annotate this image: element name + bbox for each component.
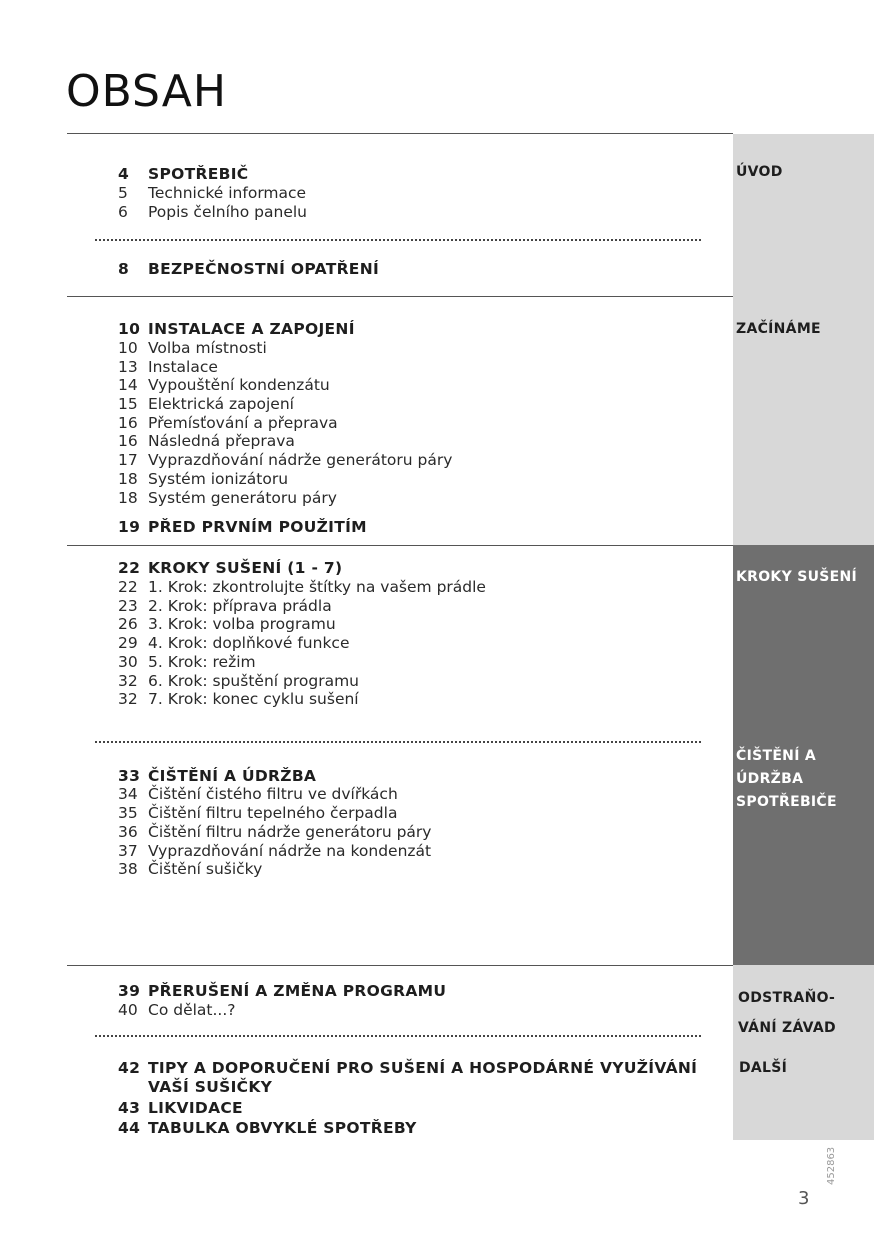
toc-page: 36 xyxy=(118,823,138,841)
toc-text: Vypouštění kondenzátu xyxy=(148,376,330,394)
toc-entry[interactable] xyxy=(118,860,718,879)
toc-entry-likvidace[interactable] xyxy=(118,1099,718,1118)
side-label-uvod: ÚVOD xyxy=(736,164,783,180)
toc-page: 42 xyxy=(118,1059,141,1077)
toc-page: 16 xyxy=(118,432,138,450)
toc-page: 44 xyxy=(118,1119,141,1137)
toc-page: 37 xyxy=(118,842,138,860)
toc-page: 18 xyxy=(118,470,138,488)
toc-page: 8 xyxy=(118,260,130,278)
toc-entry-instalace[interactable] xyxy=(118,320,718,339)
toc-page: 22 xyxy=(118,559,141,577)
section-divider xyxy=(67,545,733,546)
toc-text: BEZPEČNOSTNÍ OPATŘENÍ xyxy=(148,260,380,278)
toc-text: Vyprazdňování nádrže generátoru páry xyxy=(148,451,453,469)
toc-text: Čištění čistého filtru ve dvířkách xyxy=(148,785,398,803)
toc-entry[interactable] xyxy=(118,451,718,470)
toc-entry[interactable] xyxy=(118,823,718,842)
toc-page: 17 xyxy=(118,451,138,469)
toc-page: 35 xyxy=(118,804,138,822)
toc-entry-spotrebic[interactable] xyxy=(118,165,718,184)
toc-page: 34 xyxy=(118,785,138,803)
toc-text: 3. Krok: volba programu xyxy=(148,615,336,633)
dotted-separator xyxy=(95,1035,701,1037)
toc-text: ČIŠTĚNÍ A ÚDRŽBA xyxy=(148,767,317,785)
toc-entry[interactable] xyxy=(118,785,718,804)
dotted-separator xyxy=(95,239,701,241)
toc-page: 15 xyxy=(118,395,138,413)
toc-page: 13 xyxy=(118,358,138,376)
side-label-kroky-suseni: KROKY SUŠENÍ xyxy=(736,569,858,585)
toc-page: 16 xyxy=(118,414,138,432)
toc-text: Následná přeprava xyxy=(148,432,295,450)
toc-entry-pred-pouzitim[interactable] xyxy=(118,518,718,537)
toc-text: Čištění filtru nádrže generátoru páry xyxy=(148,823,432,841)
toc-entry-tipy[interactable] xyxy=(118,1059,718,1096)
toc-text: 4. Krok: doplňkové funkce xyxy=(148,634,350,652)
toc-entry[interactable] xyxy=(118,804,718,823)
section-divider xyxy=(67,133,733,134)
toc-page: 39 xyxy=(118,982,141,1000)
toc-entry[interactable] xyxy=(118,432,718,451)
toc-text: Popis čelního panelu xyxy=(148,203,307,221)
toc-page: 14 xyxy=(118,376,138,394)
toc-entry[interactable] xyxy=(118,184,718,203)
toc-page: 32 xyxy=(118,672,138,690)
toc-text: 1. Krok: zkontrolujte štítky na vašem prádle xyxy=(148,578,486,596)
side-label-zaciname: ZAČÍNÁME xyxy=(736,321,821,337)
toc-text: Instalace xyxy=(148,358,218,376)
side-label-odstranovani xyxy=(738,983,874,1043)
toc-page: 33 xyxy=(118,767,141,785)
page-title: OBSAH xyxy=(66,66,227,117)
toc-page: 4 xyxy=(118,165,130,183)
toc-page: 40 xyxy=(118,1001,138,1019)
toc-text: Přemísťování a přeprava xyxy=(148,414,338,432)
toc-entry[interactable] xyxy=(118,578,718,597)
toc-entry[interactable] xyxy=(118,634,718,653)
side-label-line: ODSTRAŇO- xyxy=(738,990,836,1006)
side-label-line: SPOTŘEBIČE xyxy=(736,794,837,810)
toc-page: 38 xyxy=(118,860,138,878)
toc-text: Co dělat...? xyxy=(148,1001,236,1019)
toc-page: 30 xyxy=(118,653,138,671)
toc-page: 23 xyxy=(118,597,138,615)
page-number: 3 xyxy=(798,1188,810,1209)
toc-entry[interactable] xyxy=(118,395,718,414)
toc-text: TABULKA OBVYKLÉ SPOTŘEBY xyxy=(148,1119,417,1137)
toc-page: 6 xyxy=(118,203,128,221)
toc-entry-kroky-suseni[interactable] xyxy=(118,559,718,578)
toc-page: 29 xyxy=(118,634,138,652)
toc-page: 5 xyxy=(118,184,128,202)
toc-entry[interactable] xyxy=(118,1001,718,1020)
toc-text: Technické informace xyxy=(148,184,307,202)
toc-page: 43 xyxy=(118,1099,141,1117)
toc-text: Volba místnosti xyxy=(148,339,267,357)
toc-entry[interactable] xyxy=(118,842,718,861)
toc-text: Čištění filtru tepelného čerpadla xyxy=(148,804,398,822)
section-divider xyxy=(67,296,733,297)
toc-text: SPOTŘEBIČ xyxy=(148,165,249,183)
toc-entry[interactable] xyxy=(118,597,718,616)
toc-entry-cisteni[interactable] xyxy=(118,767,718,786)
toc-page: 18 xyxy=(118,489,138,507)
toc-entry[interactable] xyxy=(118,470,718,489)
toc-text: 2. Krok: příprava prádla xyxy=(148,597,332,615)
toc-entry[interactable] xyxy=(118,653,718,672)
side-label-line: VÁNÍ ZÁVAD xyxy=(738,1020,836,1036)
toc-entry[interactable] xyxy=(118,615,718,634)
toc-entry[interactable] xyxy=(118,358,718,377)
toc-text: 7. Krok: konec cyklu sušení xyxy=(148,690,359,708)
dotted-separator xyxy=(95,741,701,743)
toc-text: Čištění sušičky xyxy=(148,860,263,878)
toc-entry-bezpecnost[interactable] xyxy=(118,260,718,279)
toc-entry[interactable] xyxy=(118,339,718,358)
toc-page: 10 xyxy=(118,320,141,338)
toc-entry[interactable] xyxy=(118,672,718,691)
toc-page: 32 xyxy=(118,690,138,708)
toc-entry[interactable] xyxy=(118,376,718,395)
toc-text: Elektrická zapojení xyxy=(148,395,294,413)
toc-entry[interactable] xyxy=(118,414,718,433)
section-divider xyxy=(67,965,733,966)
toc-page: 10 xyxy=(118,339,138,357)
side-label-cisteni xyxy=(736,745,872,814)
toc-text: INSTALACE A ZAPOJENÍ xyxy=(148,320,355,338)
toc-text: Vyprazdňování nádrže na kondenzát xyxy=(148,842,432,860)
toc-text: Systém generátoru páry xyxy=(148,489,337,507)
document-number: 452863 xyxy=(826,1146,837,1185)
toc-page: 22 xyxy=(118,578,138,596)
side-label-line: ČIŠTĚNÍ A xyxy=(736,748,817,764)
toc-text: Systém ionizátoru xyxy=(148,470,289,488)
toc-page: 19 xyxy=(118,518,141,536)
side-label-dalsi: DALŠÍ xyxy=(739,1060,788,1076)
toc-entry-preruseni[interactable] xyxy=(118,982,718,1001)
toc-entry[interactable] xyxy=(118,489,718,508)
toc-entry[interactable] xyxy=(118,690,718,709)
toc-text: PŘERUŠENÍ A ZMĚNA PROGRAMU xyxy=(148,982,447,1000)
toc-page: 26 xyxy=(118,615,138,633)
toc-text: 5. Krok: režim xyxy=(148,653,256,671)
toc-text: PŘED PRVNÍM POUŽITÍM xyxy=(148,518,367,536)
toc-text: LIKVIDACE xyxy=(148,1099,243,1117)
side-label-line: ÚDRŽBA xyxy=(736,771,804,787)
toc-entry-tabulka[interactable] xyxy=(118,1119,718,1138)
toc-entry[interactable] xyxy=(118,203,718,222)
toc-text: KROKY SUŠENÍ (1 - 7) xyxy=(148,559,343,577)
toc-text: TIPY A DOPORUČENÍ PRO SUŠENÍ A HOSPODÁRNÉ VYUŽÍVÁNÍ VAŠÍ SUŠIČKY xyxy=(148,1059,698,1096)
toc-text: 6. Krok: spuštění programu xyxy=(148,672,359,690)
